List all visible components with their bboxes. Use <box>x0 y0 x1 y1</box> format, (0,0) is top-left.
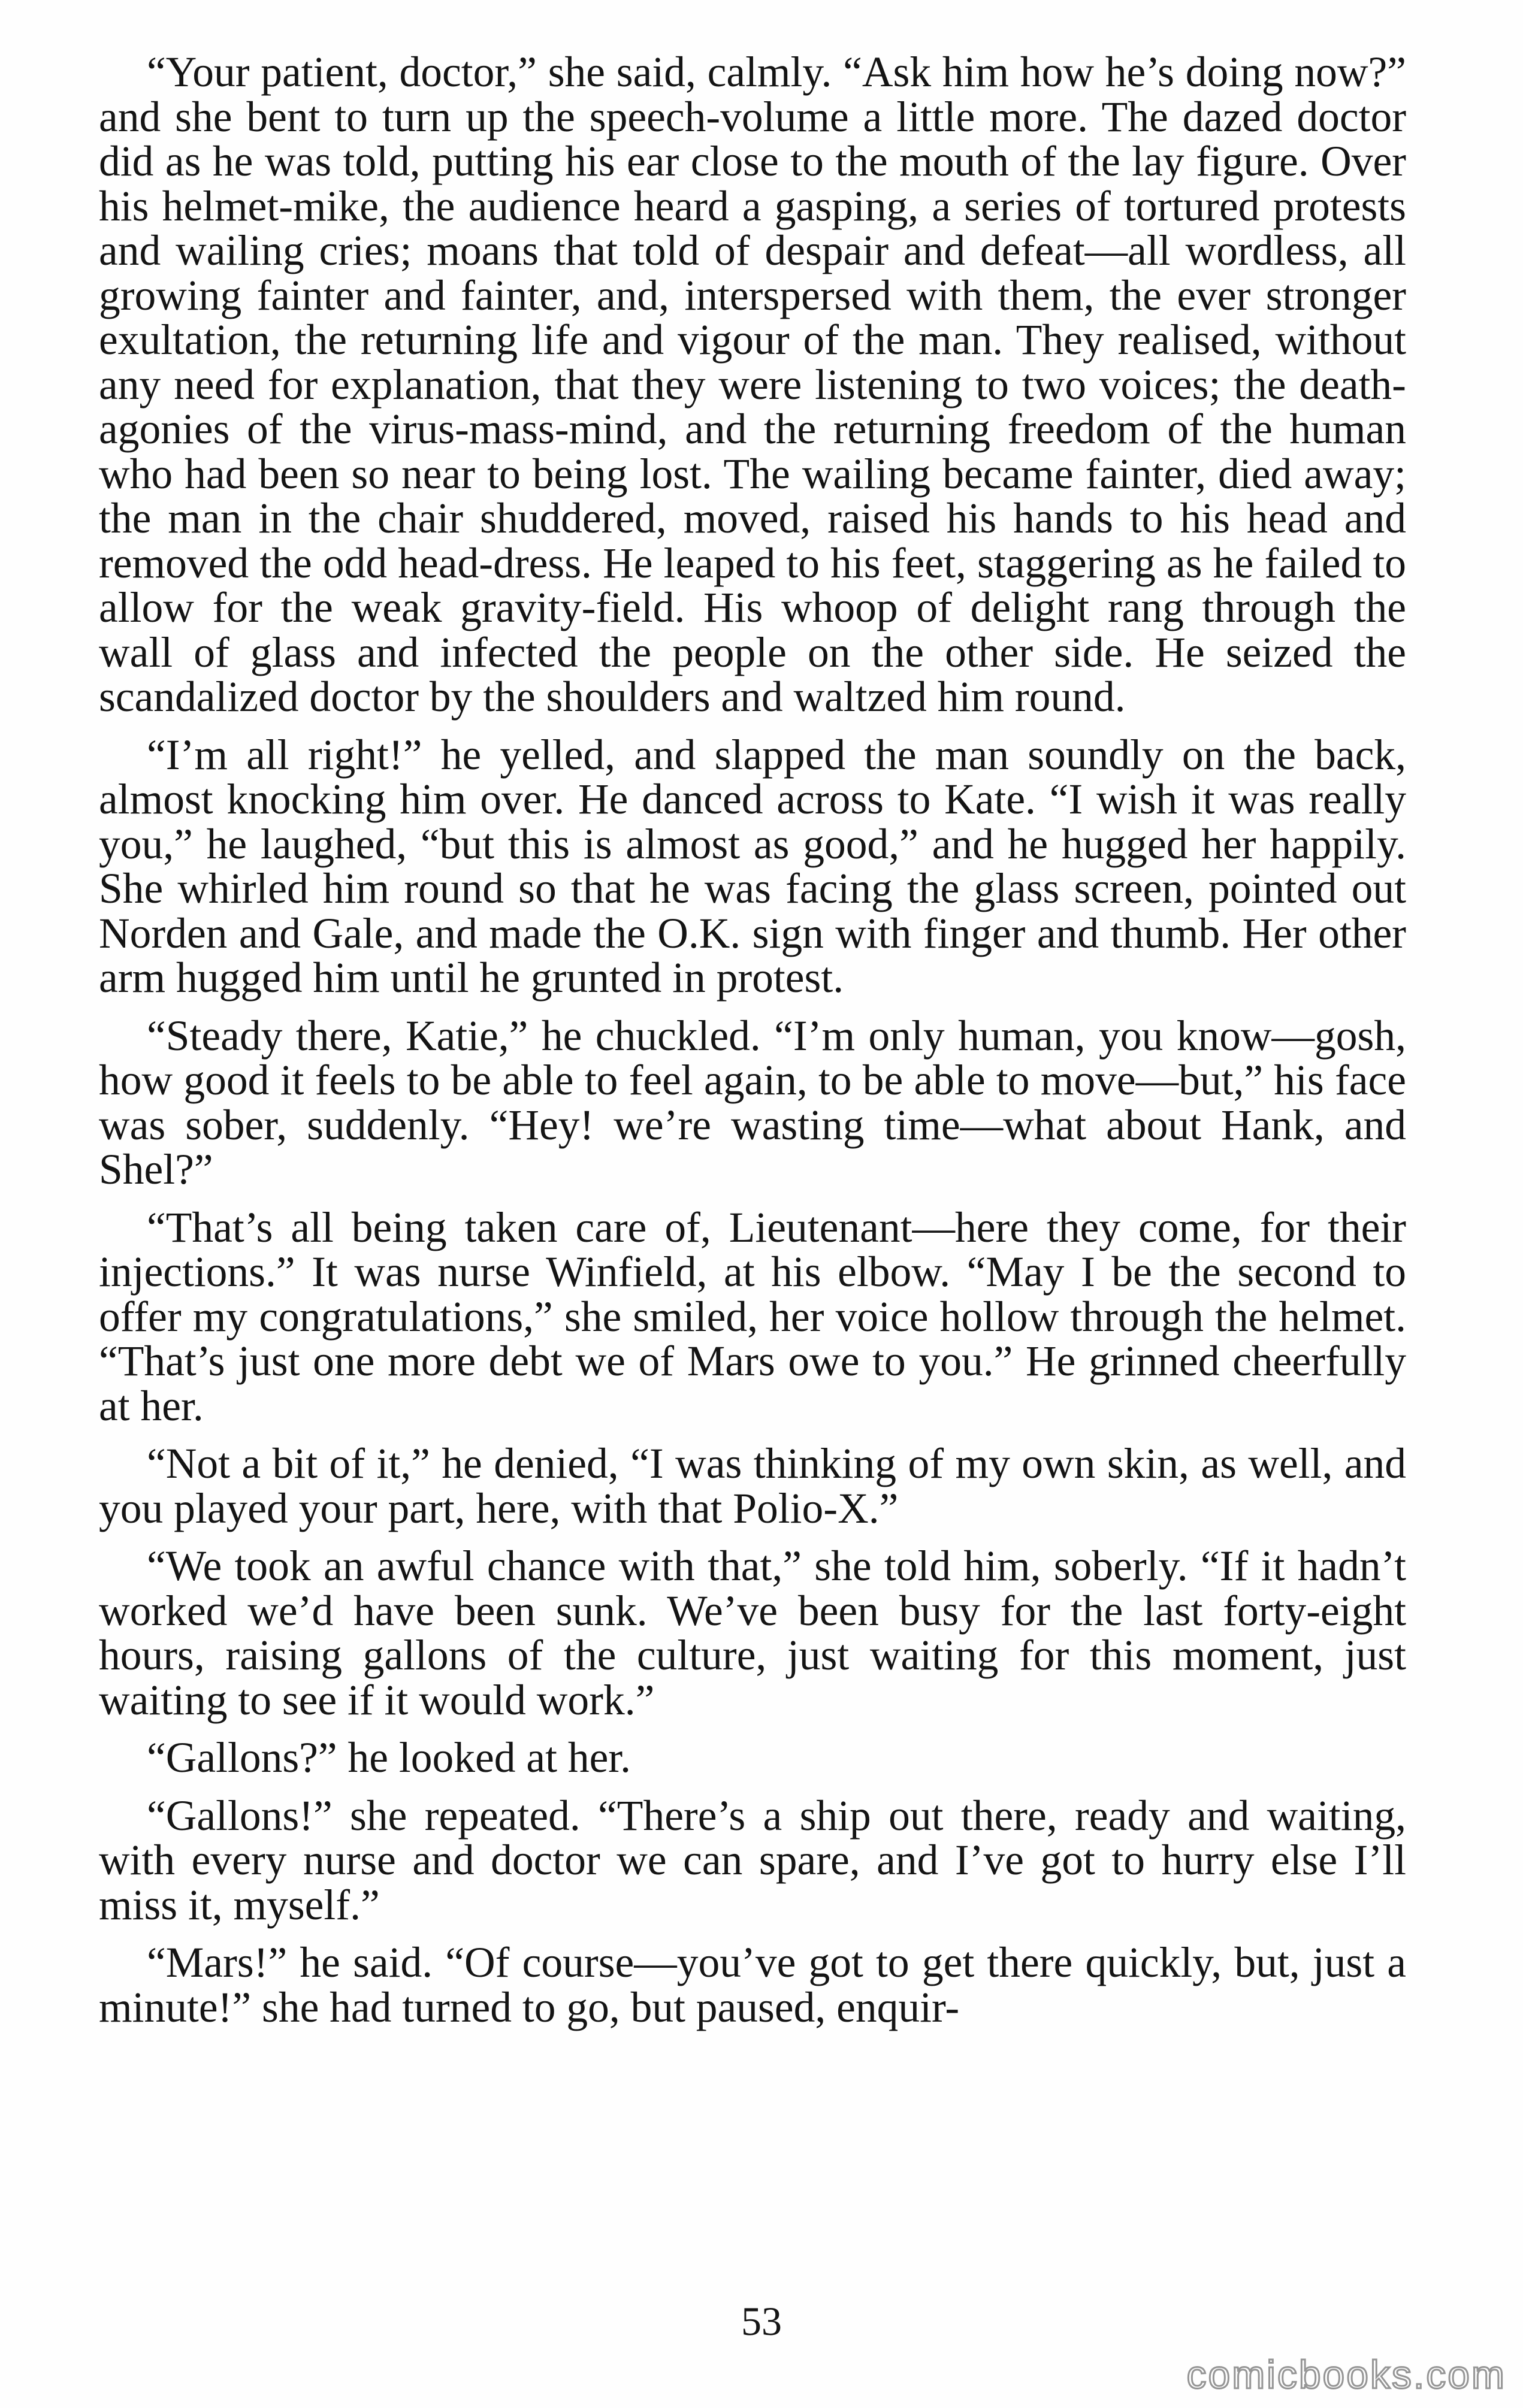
paragraph: “Gallons?” he looked at her. <box>147 1734 631 1781</box>
body-text <box>99 50 1406 2030</box>
paragraph: “Mars!” he said. “Of course—you’ve got to get there quickly, but, just a minute!” she had turned to go, but paused, enquir- <box>99 1939 1406 2031</box>
paragraph: “That’s all being taken care of, Lieutenant—here they come, for their injections.” It was nurse Winfield, at his elbow. “May I be the second to offer my congratulations,” she smiled, her voice hollow through the helmet. “That’s just one more debt we of Mars owe to you.” He grinned cheerfully at her. <box>99 1203 1406 1430</box>
watermark: comicbooks.com <box>1186 2352 1506 2397</box>
paragraph: “We took an awful chance with that,” she told him, soberly. “If it hadn’t worked we’d have been sunk. We’ve been busy for the last forty-eight hours, raising gallons of the culture, just waiting for this moment, just waiting to see if it would work.” <box>99 1542 1406 1724</box>
paragraph: “Your patient, doctor,” she said, calmly. “Ask him how he’s doing now?” and she bent to turn up the speech-volume a little more. The dazed doctor did as he was told, putting his ear close to the mouth of the lay figure. Over his helmet-mike, the audience heard a gasping, a series of tortured protests and wailing cries; moans that told of despair and defeat—all wordless, all growing fainter and fainter, and, interspersed with them, the ever stronger exultation, the returning life and vigour of the man. They realised, without any need for explanation, that they were listening to two voices; the death-agonies of the virus-mass-mind, and the returning freedom of the human who had been so near to being lost. The wailing became fainter, died away; the man in the chair shuddered, moved, raised his hands to his head and removed the odd head-dress. He leaped to his feet, staggering as he failed to allow for the weak gravity-field. His whoop of delight rang through the wall of glass and infected the people on the other side. He seized the scandalized doctor by the shoulders and waltzed him round. <box>99 49 1406 721</box>
paragraph: “Gallons!” she repeated. “There’s a ship out there, ready and waiting, with every nurse and doctor we can spare, and I’ve got to hurry else I’ll miss it, myself.” <box>99 1792 1406 1929</box>
paragraph: “I’m all right!” he yelled, and slapped the man soundly on the back, almost knocking him over. He danced across to Kate. “I wish it was really you,” he laughed, “but this is almost as good,” and he hugged her happily. She whirled him round so that he was facing the glass screen, pointed out Norden and Gale, and made the O.K. sign with finger and thumb. Her other arm hugged him until he grunted in protest. <box>99 731 1406 1002</box>
page-number: 53 <box>741 2298 782 2344</box>
paragraph: “Not a bit of it,” he denied, “I was thinking of my own skin, as well, and you played your part, here, with that Polio-X.” <box>99 1440 1406 1532</box>
paragraph: “Steady there, Katie,” he chuckled. “I’m only human, you know—gosh, how good it feels to be able to feel again, to be able to move—but,” his face was sober, suddenly. “Hey! we’re wasting time—what about Hank, and Shel?” <box>99 1012 1406 1193</box>
